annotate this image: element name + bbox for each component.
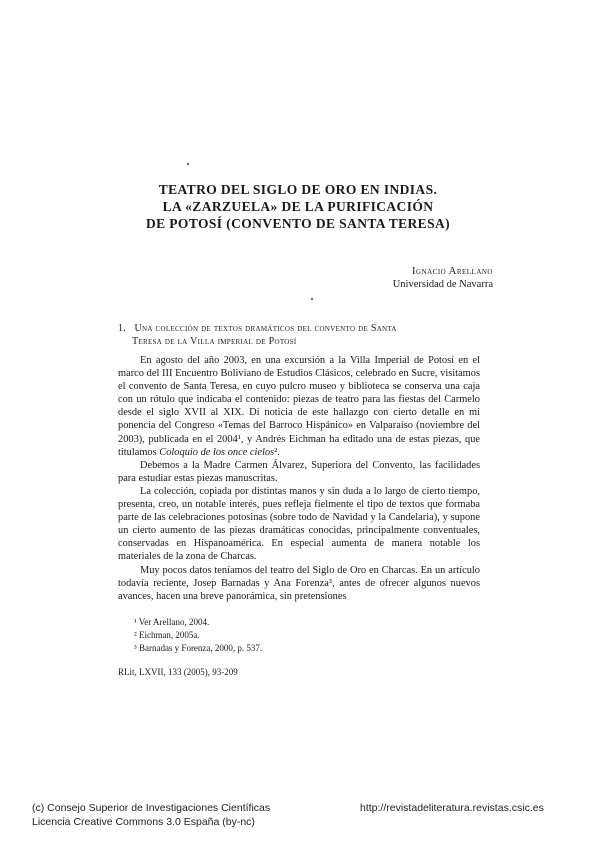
speck-mark-top [187,163,189,165]
paragraph-3: La colección, copiada por distintas manos y sin duda a lo largo de cierto tiempo, presenta, creo, un notable interés, pues refleja fielmente el tipo de textos que formaba parte de las celebraciones potosinas (sobre todo de Navidad y la Candelaria), y supone un cierto aumento de las piezas dramáticas conocidas, principalmente conventuales, conservadas en Hispanoamérica. En especial aumenta de manera notable los materiales de la zona de Charcas. [118,485,480,563]
article-title-line-3: DE POTOSÍ (CONVENTO DE SANTA TERESA) [145,216,451,231]
footer-copyright: (c) Consejo Superior de Investigaciones Científicas [32,802,271,814]
paragraph-1 [118,354,480,459]
section-heading-line-2 [118,335,478,348]
paragraph-2: Debemos a la Madre Carmen Álvarez, Superiora del Convento, las facilidades para estudiar estas piezas manuscritas. [118,459,480,484]
paragraph-1-italic-title: Coloquio de los once cielos [159,446,275,458]
article-body [118,354,480,603]
section-heading [118,322,478,348]
paragraph-1-end: . [277,446,280,458]
footnote-3: ³ Barnadas y Forenza, 2000, p. 537. [134,643,263,653]
journal-citation: RLit, LXVII, 133 (2005), 93-209 [118,667,238,677]
author-affiliation: Universidad de Navarra [392,279,493,290]
section-number: 1. [118,323,127,334]
section-heading-line-1 [118,322,478,335]
footer-url-link[interactable]: http://revistadeliteratura.revistas.csic.es [360,802,544,814]
article-title-line-2: LA «ZARZUELA» DE LA PURIFICACIÓN [162,199,434,214]
paragraph-1-footnote-ref: ² [274,446,278,458]
footnote-1: ¹ Ver Arellano, 2004. [134,617,210,627]
footer-license: Licencia Creative Commons 3.0 España (by-nc) [32,816,255,828]
article-title-line-1: TEATRO DEL SIGLO DE ORO EN INDIAS. [158,182,438,197]
section-title-line-1: Una colección de textos dramáticos del convento de Santa [134,323,397,334]
section-title-line-2: Teresa de la Villa imperial de Potosí [132,336,297,347]
footnote-2: ² Eichman, 2005a. [134,630,200,640]
speck-mark-middle [311,298,313,300]
paragraph-4: Muy pocos datos teníamos del teatro del Siglo de Oro en Charcas. En un artículo todavía reciente, Josep Barnadas y Ana Forenza³, antes de ofrecer algunos nuevos avances, hacen una breve panorámica, sin pretensiones [118,564,480,602]
author-name: Ignacio Arellano [411,266,493,277]
paragraph-1-text: En agosto del año 2003, en una excursión a la Villa Imperial de Potosí en el marco del III Encuentro Boliviano de Estudios Clásicos, celebrado en Sucre, visitamos el convento de Santa Teresa, en cuyo pulcro museo y biblioteca se conserva una caja con un rótulo que indicaba el contenido: piezas de teatro para las fiestas del Carmelo desde el siglo XVII al XIX. Di noticia de este hallazgo con cierto detalle en mi ponencia del Congreso «Temas del Barroco Hispánico» en Valparaíso (noviembre del 2003), publicada en el 2004¹, y Andrés Eichman ha editado una de estas piezas, que titulamos [118,355,480,458]
